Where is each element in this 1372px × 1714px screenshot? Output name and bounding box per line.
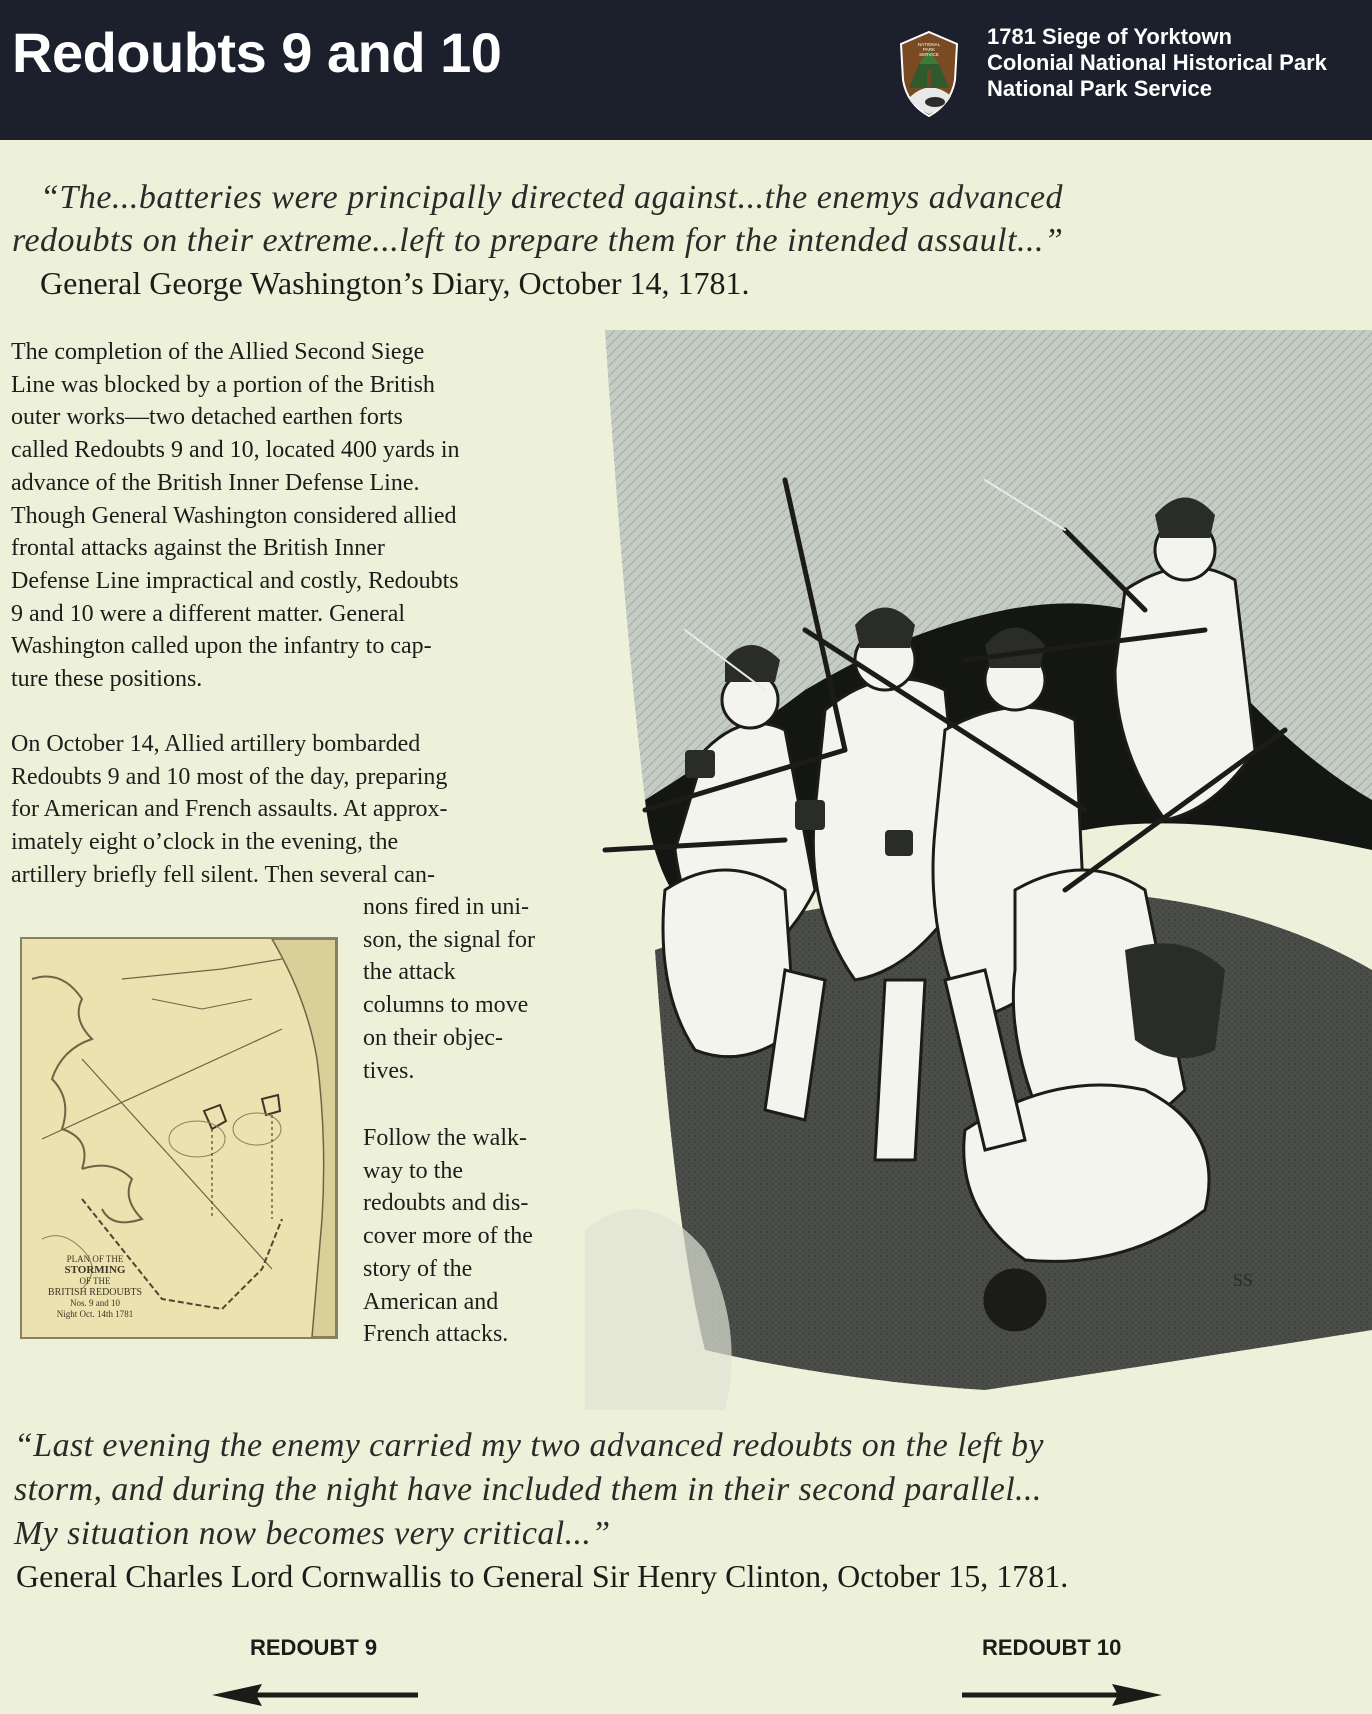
arrow-right-icon [962,1680,1162,1710]
nps-arrowhead-logo-icon [895,30,963,118]
text-line: redoubts and dis- [363,1190,529,1217]
cornwallis-quote [14,1424,1364,1556]
text-line: artillery briefly fell silent. Then several can- [11,861,436,888]
washington-quote [12,176,1350,262]
map-title-line: STORMING [64,1264,126,1276]
text-line: way to the [363,1157,463,1184]
text-line: Follow the walk- [363,1125,527,1151]
map-title-line: OF THE [79,1276,111,1286]
redoubt-9-label: REDOUBT 9 [250,1635,378,1660]
text-line: Line was blocked by a portion of the British [11,371,435,398]
arrow-left-icon [212,1680,418,1710]
paragraph-signal [363,891,603,1087]
text-line: The completion of the Allied Second Siege [11,339,425,365]
text-line: Redoubts 9 and 10 most of the day, preparing [11,763,448,790]
quote-line: My situation now becomes very critical...” [14,1515,611,1552]
text-line: imately eight o’clock in the evening, the [11,829,399,856]
redoubt-10-label: REDOUBT 10 [982,1635,1122,1660]
text-line: for American and French assaults. At approx- [11,796,448,823]
text-line: Though General Washington considered allied [11,502,457,529]
historic-siege-map [20,937,338,1339]
park-info-line: National Park Service [987,76,1213,101]
paragraph-walkway [363,1122,603,1351]
assault-illustration [585,330,1372,1410]
washington-attribution: General George Washington’s Diary, October 14, 1781. [40,265,750,301]
map-title-line: PLAN OF THE [66,1254,124,1264]
quote-line: “The...batteries were principally directed against...the enemys advanced [40,179,1064,216]
map-title-line: BRITISH REDOUBTS [47,1287,143,1298]
quote-line: storm, and during the night have included them in their second parallel... [14,1471,1042,1508]
header-bar [0,0,1372,140]
text-line: advance of the British Inner Defense Line. [11,469,420,496]
park-info [987,24,1327,102]
text-line: On October 14, Allied artillery bombarded [11,731,421,757]
map-title [30,1254,160,1320]
text-line: American and [363,1288,499,1315]
text-line: story of the [363,1255,473,1282]
paragraph-intro [11,336,601,696]
text-line: called Redoubts 9 and 10, located 400 yards in [11,437,460,464]
text-line: 9 and 10 were a different matter. General [11,600,406,627]
svg-text:SERVICE: SERVICE [919,52,939,57]
svg-text:NATIONAL: NATIONAL [917,42,941,47]
text-line: columns to move [363,992,529,1019]
text-line: nons fired in uni- [363,894,529,920]
text-line: son, the signal for [363,926,535,953]
page-title: Redoubts 9 and 10 [12,21,502,84]
text-line: frontal attacks against the British Inner [11,535,385,562]
text-line: tives. [363,1057,415,1084]
text-line: outer works—two detached earthen forts [11,404,403,431]
paragraph-bombardment [11,728,601,892]
park-info-line: 1781 Siege of Yorktown [987,24,1232,49]
park-info-line: Colonial National Historical Park [987,50,1327,75]
map-title-line: Nos. 9 and 10 [70,1298,120,1308]
cornwallis-attribution: General Charles Lord Cornwallis to General Sir Henry Clinton, October 15, 1781. [16,1558,1069,1594]
artist-signature: SS [1233,1270,1254,1290]
map-title-line: Night Oct. 14th 1781 [56,1309,134,1319]
text-line: French attacks. [363,1321,509,1348]
text-line: on their objec- [363,1024,503,1051]
text-line: ture these positions. [11,666,203,693]
text-line: Washington called upon the infantry to cap- [11,633,432,660]
text-line: Defense Line impractical and costly, Redoubts [11,567,459,594]
svg-text:PARK: PARK [923,47,935,52]
text-line: cover more of the [363,1223,533,1250]
text-line: the attack [363,959,456,986]
quote-line: redoubts on their extreme...left to prepare them for the intended assault...” [12,222,1064,259]
quote-line: “Last evening the enemy carried my two advanced redoubts on the left by [14,1427,1044,1464]
